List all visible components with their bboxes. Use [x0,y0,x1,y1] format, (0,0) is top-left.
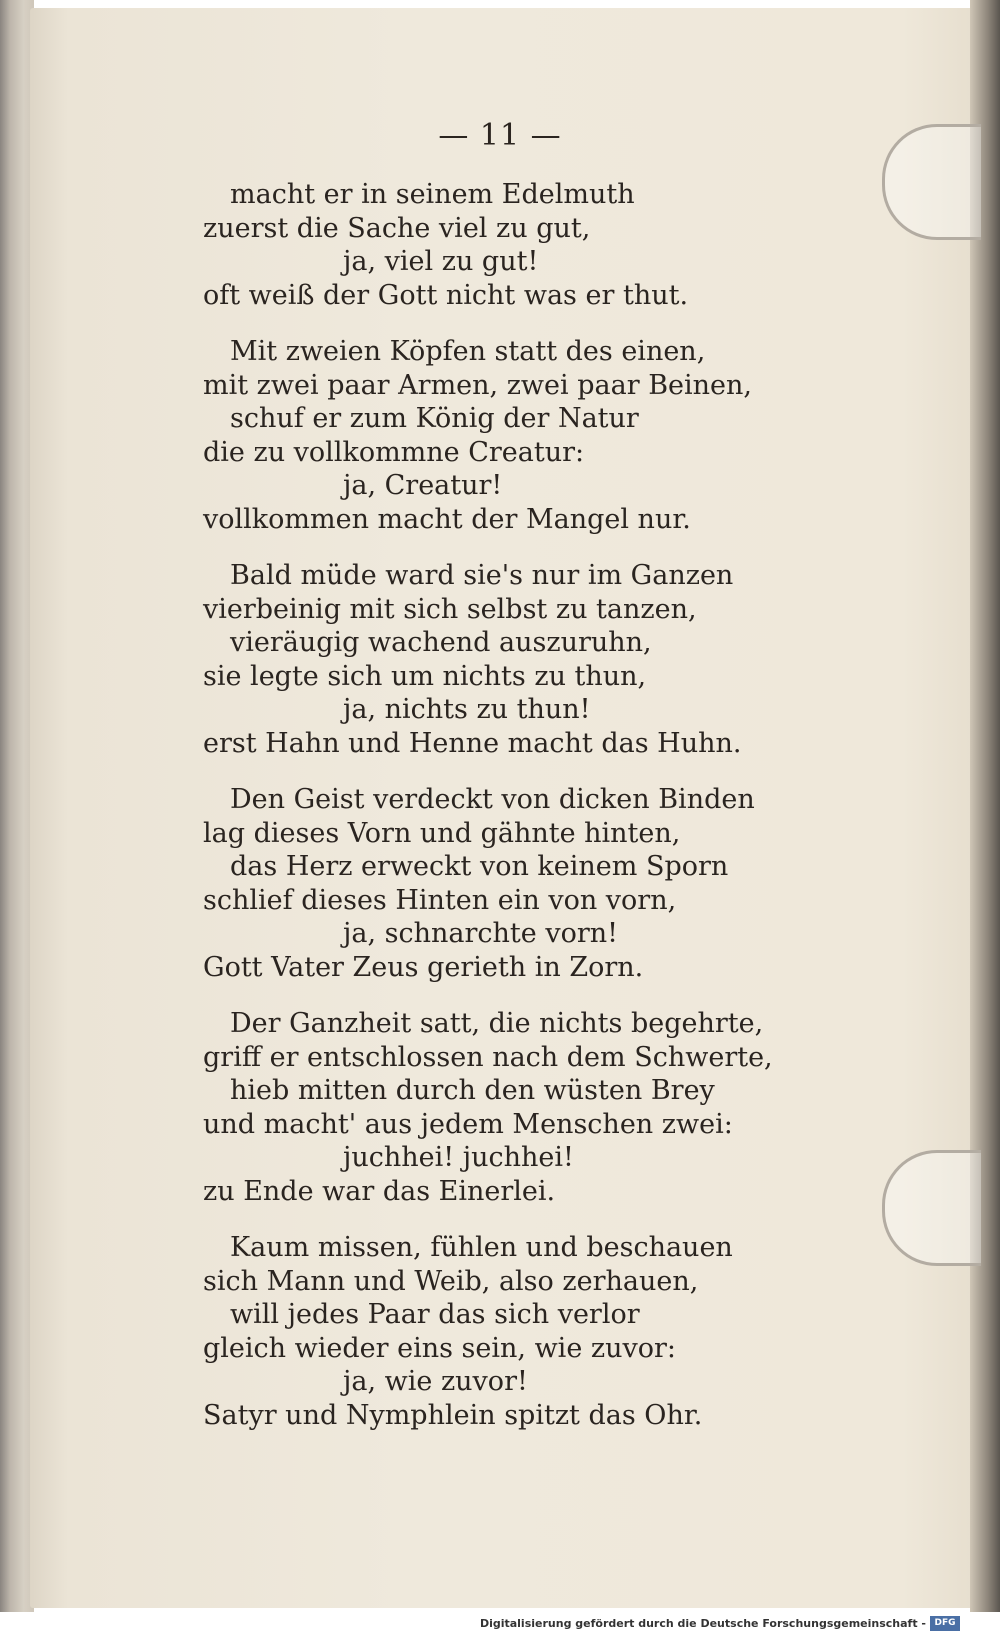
verse-line: ja, viel zu gut! [343,246,539,277]
verse-line: ja, schnarchte vorn! [343,918,618,949]
verse-line: ja, nichts zu thun! [343,694,591,725]
stanza [203,783,755,984]
verse-line: Kaum missen, fühlen und beschauen [230,1232,733,1263]
verse-line: sich Mann und Weib, also zerhauen, [203,1265,699,1297]
verse-line: vierbeinig mit sich selbst zu tanzen, [203,593,697,625]
footer-bar [0,1612,1000,1636]
verse-line: gleich wieder eins sein, wie zuvor: [203,1332,677,1364]
verse-line: sie legte sich um nichts zu thun, [203,660,647,692]
verse-line: griff er entschlossen nach dem Schwerte, [203,1041,773,1073]
verse-line: und macht' aus jedem Menschen zwei: [203,1108,733,1140]
previous-page-edge [0,0,34,1612]
verse-line: ja, Creatur! [343,470,503,501]
verse-line: vieräugig wachend auszuruhn, [230,627,652,658]
dfg-logo: DFG [930,1616,960,1631]
verse-line: Gott Vater Zeus gerieth in Zorn. [203,951,644,983]
verse-line: hieb mitten durch den wüsten Brey [230,1075,715,1106]
verse-line: zu Ende war das Einerlei. [203,1175,556,1207]
verse-line: lag dieses Vorn und gähnte hinten, [203,817,681,849]
verse-line: Satyr und Nymphlein spitzt das Ohr. [203,1399,703,1431]
funding-credit: Digitalisierung gefördert durch die Deutsche Forschungsgemeinschaft - [479,1617,926,1630]
verse-line: macht er in seinem Edelmuth [230,179,635,210]
verse-line: die zu vollkommne Creatur: [203,436,585,468]
stanza [203,559,742,760]
verse-line: juchhei! juchhei! [343,1142,574,1173]
verse-line: das Herz erweckt von keinem Sporn [230,851,729,882]
verse-line: Mit zweien Köpfen statt des einen, [230,336,706,367]
verse-line: Den Geist verdeckt von dicken Binden [230,784,755,815]
verse-line: schlief dieses Hinten ein von vorn, [203,884,677,916]
stanza [203,1007,773,1208]
stanza [203,335,753,536]
verse-line: vollkommen macht der Mangel nur. [203,503,691,535]
page-clip-bottom [882,1150,981,1266]
page-number: — 11 — [438,118,562,153]
verse-line: Bald müde ward sie's nur im Ganzen [230,560,734,591]
verse-line: zuerst die Sache viel zu gut, [203,212,591,244]
poem-body [203,178,773,1455]
verse-line: mit zwei paar Armen, zwei paar Beinen, [203,369,753,401]
verse-line: schuf er zum König der Natur [230,403,639,434]
verse-line: erst Hahn und Henne macht das Huhn. [203,727,742,759]
page-edge-shadow [970,0,1000,1612]
verse-line: will jedes Paar das sich verlor [230,1299,640,1330]
verse-line: oft weiß der Gott nicht was er thut. [203,279,689,311]
stanza [203,1231,733,1432]
verse-line: ja, wie zuvor! [343,1366,528,1397]
verse-line: Der Ganzheit satt, die nichts begehrte, [230,1008,764,1039]
stanza [203,178,723,312]
